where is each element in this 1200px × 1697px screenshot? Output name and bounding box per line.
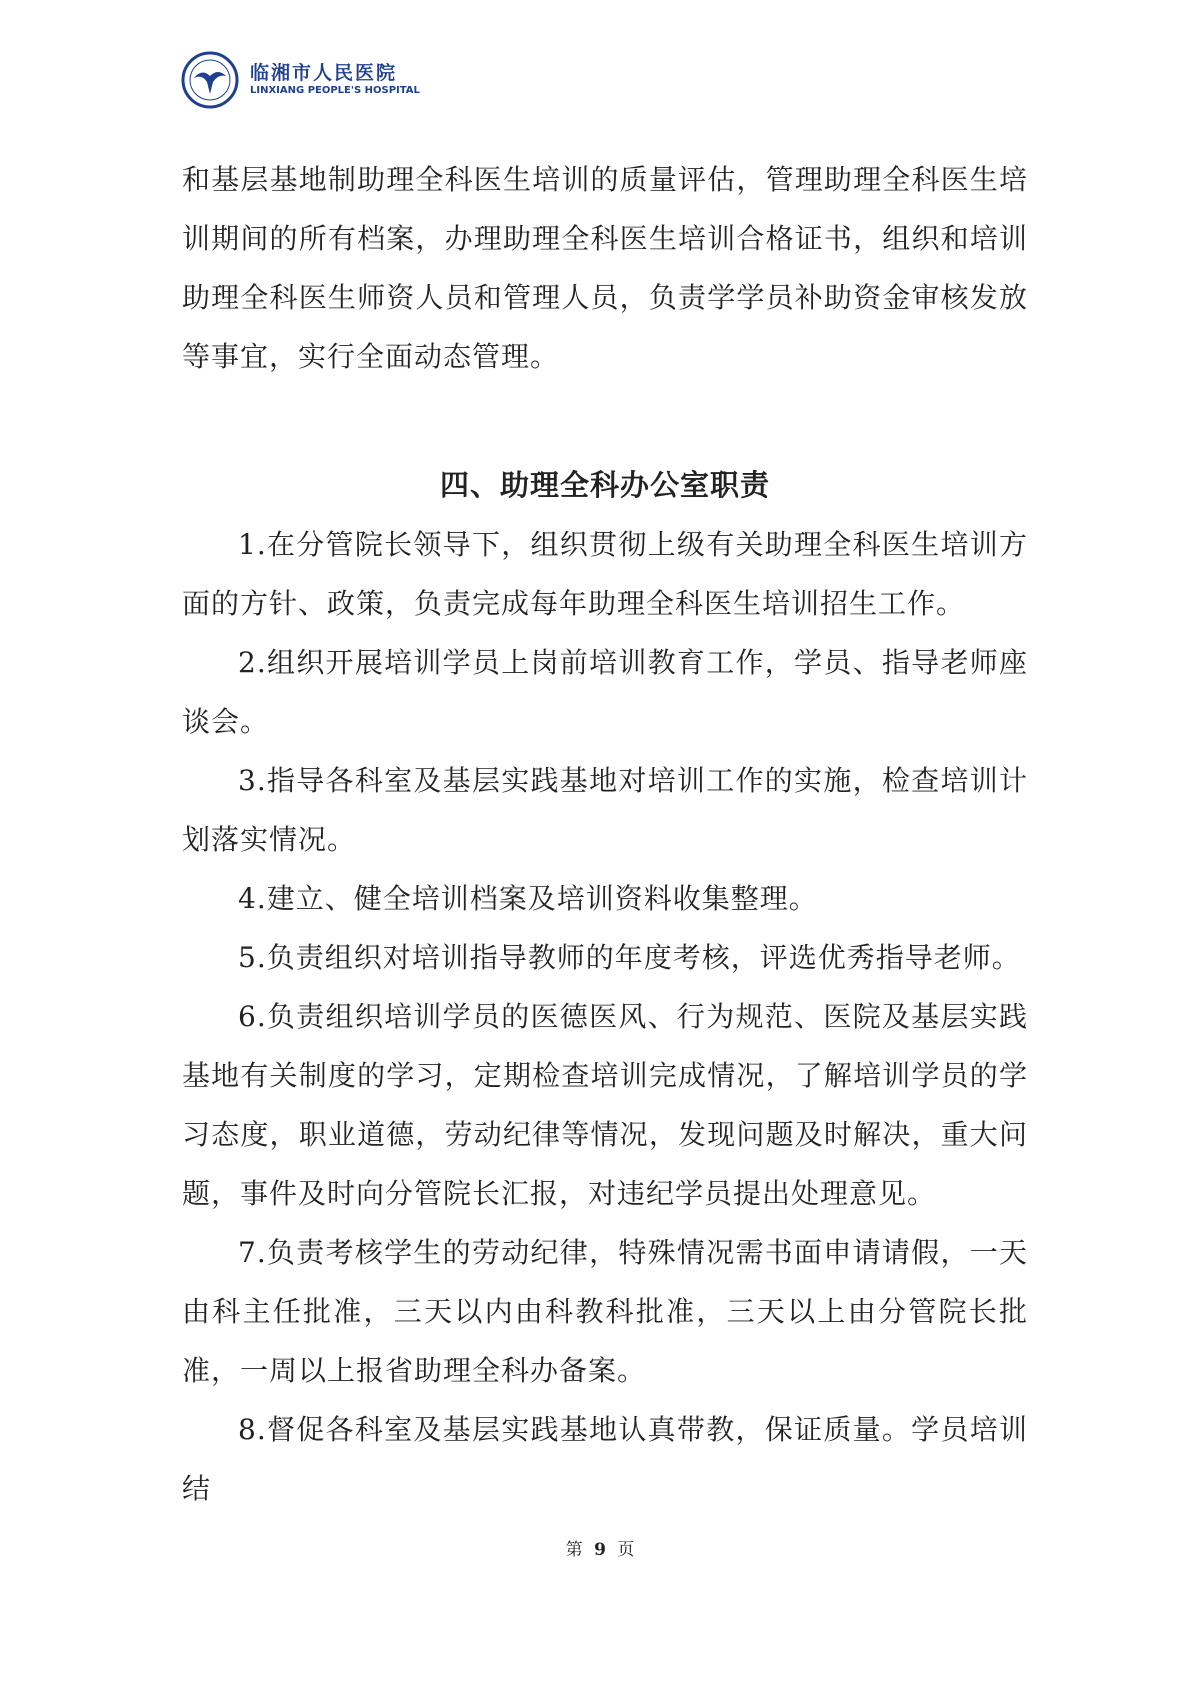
- duty-item-2: 2.组织开展培训学员上岗前培训教育工作，学员、指导老师座谈会。: [182, 646, 1028, 738]
- hospital-name-en: LINXIANG PEOPLE'S HOSPITAL: [250, 85, 420, 97]
- page-footer: [0, 1535, 1200, 1560]
- hospital-name-cn: 临湘市人民医院: [250, 62, 398, 85]
- duty-item-7: 7.负责考核学生的劳动纪律，特殊情况需书面申请请假，一天由科主任批准，三天以内由科教科批准，三天以上由分管院长批准，一周以上报省助理全科办备案。: [182, 1236, 1028, 1387]
- hospital-name: [250, 63, 420, 96]
- hospital-logo-icon: [180, 50, 240, 110]
- page-prefix: 第: [565, 1540, 583, 1560]
- duty-item-3: 3.指导各科室及基层实践基地对培训工作的实施，检查培训计划落实情况。: [182, 764, 1028, 856]
- section-heading: 四、助理全科办公室职责: [439, 468, 770, 502]
- intro-paragraph: 和基层基地制助理全科医生培训的质量评估，管理助理全科医生培训期间的所有档案，办理助理全科医生培训合格证书，组织和培训助理全科医生师资人员和管理人员，负责学学员补助资金审核发放等事宜，实行全面动态管理。: [182, 163, 1028, 373]
- duty-item-8: 8.督促各科室及基层实践基地认真带教，保证质量。学员培训结: [182, 1413, 1028, 1505]
- document-body: [182, 150, 1028, 1518]
- duty-item-6: 6.负责组织培训学员的医德医风、行为规范、医院及基层实践基地有关制度的学习，定期检查培训完成情况，了解培训学员的学习态度，职业道德，劳动纪律等情况，发现问题及时解决，重大问题，事件及时向分管院长汇报，对违纪学员提出处理意见。: [182, 1000, 1028, 1210]
- duty-item-5: 5.负责组织对培训指导教师的年度考核，评选优秀指导老师。: [238, 941, 1021, 974]
- hospital-header: [180, 50, 420, 110]
- duty-item-4: 4.建立、健全培训档案及培训资料收集整理。: [238, 882, 818, 915]
- page-suffix: 页: [617, 1540, 635, 1560]
- duty-item-1: 1.在分管院长领导下，组织贯彻上级有关助理全科医生培训方面的方针、政策，负责完成每年助理全科医生培训招生工作。: [182, 528, 1028, 620]
- page-number: 9: [594, 1540, 606, 1560]
